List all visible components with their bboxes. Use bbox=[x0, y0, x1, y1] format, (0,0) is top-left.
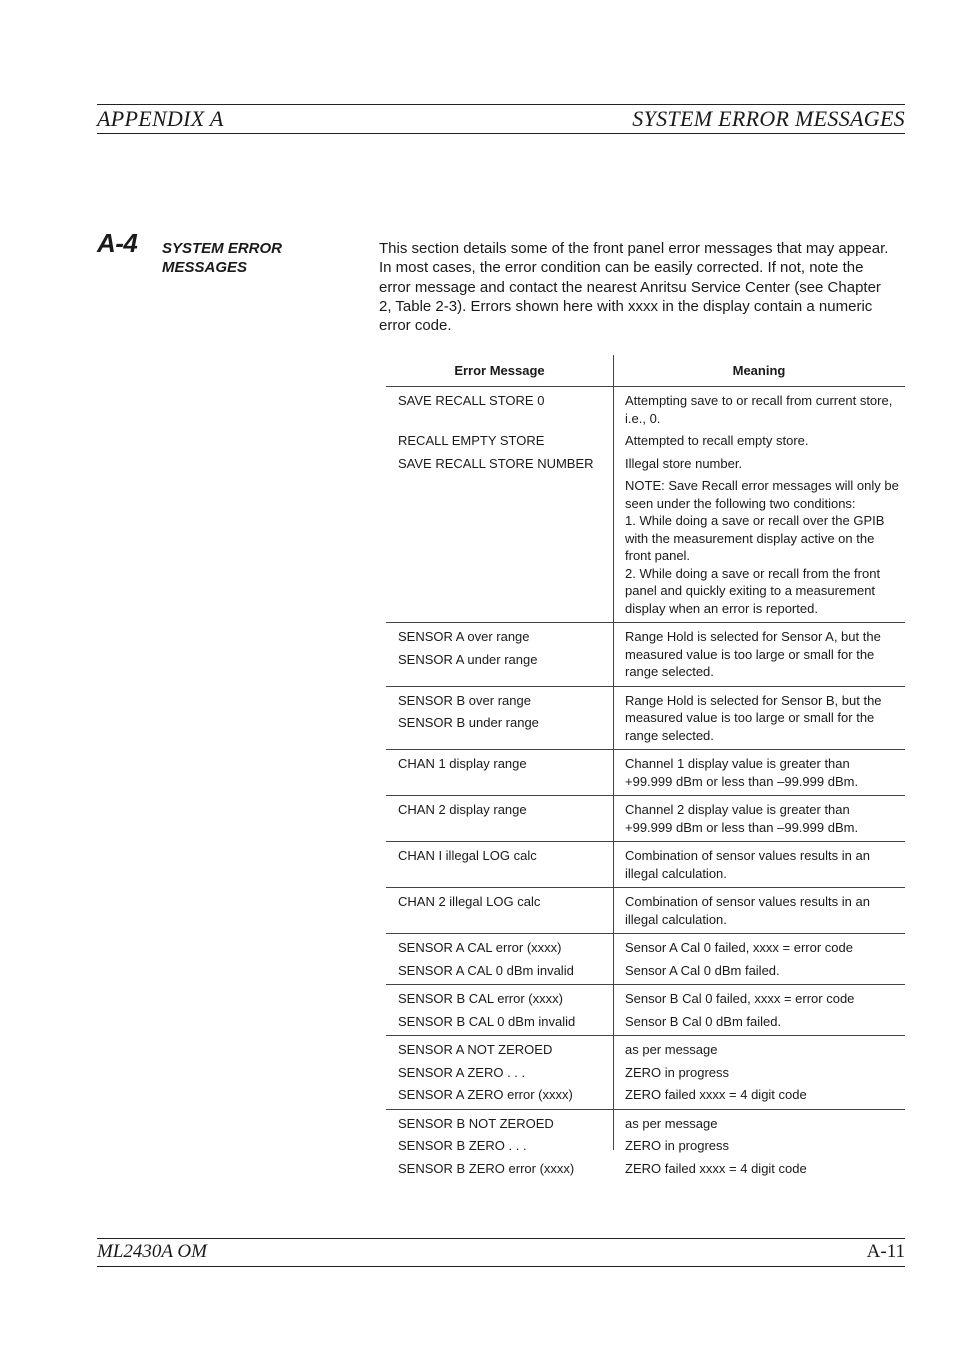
error-message: SENSOR A CAL error (xxxx) bbox=[398, 940, 562, 955]
error-message: CHAN 2 display range bbox=[398, 802, 527, 817]
meaning: as per message bbox=[625, 1115, 718, 1131]
error-message: SENSOR A over range bbox=[398, 629, 530, 644]
page-footer bbox=[97, 1240, 905, 1266]
meaning: Sensor A Cal 0 failed, xxxx = error code bbox=[625, 940, 853, 955]
meaning: Sensor B Cal 0 dBm failed. bbox=[625, 1013, 782, 1029]
table-header bbox=[386, 355, 905, 387]
error-message: SENSOR B CAL 0 dBm invalid bbox=[398, 1013, 576, 1029]
note-item: 1. While doing a save or recall over the GPIB with the measurement display active on the front panel. bbox=[625, 513, 885, 563]
error-message: SAVE RECALL STORE 0 bbox=[398, 393, 545, 408]
error-message: SENSOR B over range bbox=[398, 692, 531, 708]
meaning: Combination of sensor values results in an illegal calculation. bbox=[625, 848, 870, 881]
table-row bbox=[386, 623, 905, 687]
table-row bbox=[386, 687, 905, 751]
note: NOTE: Save Recall error messages will only be seen under the following two conditions: bbox=[625, 478, 899, 511]
error-message: SENSOR A ZERO error (xxxx) bbox=[398, 1087, 573, 1102]
error-message: SENSOR A CAL 0 dBm invalid bbox=[398, 962, 574, 978]
note-item: 2. While doing a save or recall from the front panel and quickly exiting to a measurement display when an error is reported. bbox=[625, 565, 881, 616]
col-header-meaning: Meaning bbox=[732, 363, 786, 378]
section-number: A-4 bbox=[97, 228, 138, 258]
table-row bbox=[386, 888, 905, 934]
page-header bbox=[97, 104, 905, 134]
error-message: CHAN 2 illegal LOG calc bbox=[398, 894, 541, 909]
error-message: SENSOR B NOT ZEROED bbox=[398, 1115, 554, 1131]
error-message: CHAN I illegal LOG calc bbox=[398, 848, 537, 863]
footer-top-rule bbox=[97, 1238, 905, 1239]
meaning: Channel 1 display value is greater than +99.999 dBm or less than –99.999 dBm. bbox=[625, 756, 859, 789]
meaning: ZERO failed xxxx = 4 digit code bbox=[625, 1160, 807, 1176]
meaning: Combination of sensor values results in an illegal calculation. bbox=[625, 894, 870, 927]
header-bottom-rule bbox=[97, 133, 905, 134]
table-row bbox=[386, 842, 905, 888]
footer-bottom-rule bbox=[97, 1266, 905, 1267]
section-intro: This section details some of the front panel error messages that may appear. In most cases, the error condition can be easily corrected. If not, note the error message and contact the nearest Anritsu Service Center (see Chapter 2, Table 2-3). Errors shown here with xxxx in the display contain a numeric error code. bbox=[379, 240, 889, 335]
error-message: SENSOR B under range bbox=[398, 715, 539, 730]
footer-page-number: A-11 bbox=[866, 1241, 905, 1262]
table-row bbox=[386, 750, 905, 796]
error-message: SENSOR A ZERO . . . bbox=[398, 1064, 526, 1080]
meaning: Channel 2 display value is greater than +99.999 dBm or less than –99.999 dBm. bbox=[625, 802, 859, 835]
table-row bbox=[386, 985, 905, 1036]
error-table bbox=[386, 355, 905, 1182]
error-message: SENSOR A under range bbox=[398, 651, 538, 667]
error-message: SENSOR B CAL error (xxxx) bbox=[398, 991, 563, 1006]
meaning: ZERO in progress bbox=[625, 1138, 730, 1153]
col-header-error-message: Error Message bbox=[454, 363, 545, 378]
table-row bbox=[386, 796, 905, 842]
meaning: Illegal store number. bbox=[625, 456, 743, 471]
meaning: Sensor A Cal 0 dBm failed. bbox=[625, 962, 780, 978]
table-row bbox=[386, 1036, 905, 1110]
table-row bbox=[386, 934, 905, 985]
error-message: SENSOR A NOT ZEROED bbox=[398, 1042, 553, 1057]
meaning: Sensor B Cal 0 failed, xxxx = error code bbox=[625, 991, 855, 1006]
meaning: ZERO failed xxxx = 4 digit code bbox=[625, 1087, 807, 1102]
header-right: SYSTEM ERROR MESSAGES bbox=[632, 106, 905, 131]
header-left: APPENDIX A bbox=[97, 106, 224, 131]
meaning: as per message bbox=[625, 1042, 718, 1057]
error-message: SENSOR B ZERO error (xxxx) bbox=[398, 1160, 575, 1176]
meaning: Range Hold is selected for Sensor A, but the measured value is too large or small for the range selected. bbox=[625, 629, 881, 679]
meaning: Attempted to recall empty store. bbox=[625, 433, 809, 448]
footer-doc-id: ML2430A OM bbox=[97, 1241, 207, 1262]
meaning: Attempting save to or recall from current store, i.e., 0. bbox=[625, 393, 893, 426]
meaning: ZERO in progress bbox=[625, 1064, 730, 1080]
error-message: RECALL EMPTY STORE bbox=[398, 433, 545, 448]
table-row bbox=[386, 387, 905, 623]
error-message: CHAN 1 display range bbox=[398, 756, 527, 771]
meaning: Range Hold is selected for Sensor B, but the measured value is too large or small for the range selected. bbox=[625, 692, 882, 743]
error-message: SENSOR B ZERO . . . bbox=[398, 1138, 527, 1153]
section-title: SYSTEM ERROR MESSAGES bbox=[162, 240, 283, 276]
table-row bbox=[386, 1110, 905, 1183]
error-message: SAVE RECALL STORE NUMBER bbox=[398, 456, 594, 471]
